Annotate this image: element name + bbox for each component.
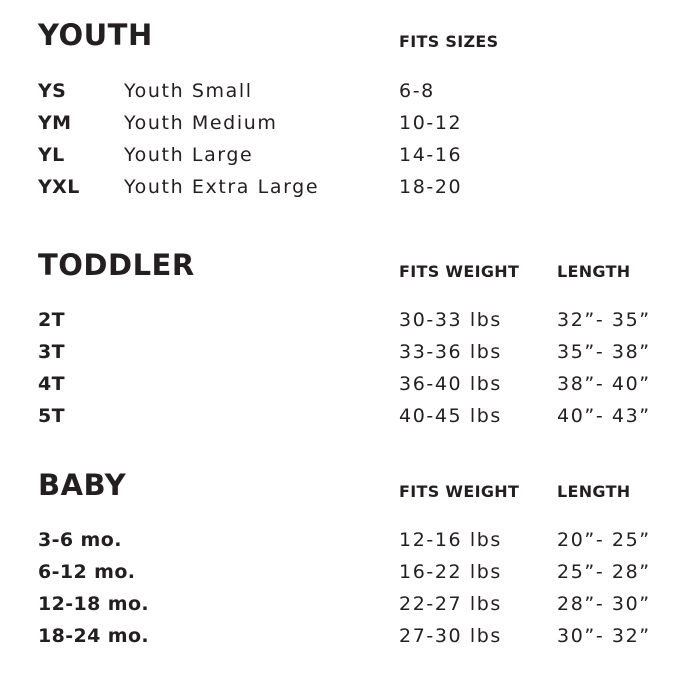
table-row (0, 371, 694, 399)
table-row (0, 110, 694, 138)
size-code: YL (38, 144, 65, 166)
table-row (0, 403, 694, 431)
size-code: 12-18 mo. (38, 593, 150, 615)
table-row (0, 559, 694, 587)
size-code: 18-24 mo. (38, 625, 150, 647)
size-code: 3T (38, 341, 65, 363)
size-code: 4T (38, 373, 65, 395)
section-title: BABY (38, 468, 127, 502)
table-row (0, 142, 694, 170)
table-row (0, 174, 694, 202)
fits-value: 30-33 lbs (399, 309, 502, 331)
length-value: 40”- 43” (557, 405, 651, 427)
size-code: 6-12 mo. (38, 561, 136, 583)
fits-value: 33-36 lbs (399, 341, 502, 363)
size-code: YS (38, 80, 67, 102)
length-value: 35”- 38” (557, 341, 651, 363)
fits-value: 22-27 lbs (399, 593, 502, 615)
size-name: Youth Extra Large (124, 176, 320, 198)
fits-value: 18-20 (399, 176, 463, 198)
fits-value: 6-8 (399, 80, 435, 102)
length-value: 20”- 25” (557, 529, 651, 551)
section-title: YOUTH (38, 18, 153, 52)
table-row (0, 527, 694, 555)
fits-value: 16-22 lbs (399, 561, 502, 583)
table-row (0, 591, 694, 619)
fits-weight-header: FITS WEIGHT (399, 262, 520, 281)
length-header: LENGTH (557, 482, 631, 501)
fits-value: 36-40 lbs (399, 373, 502, 395)
size-name: Youth Medium (124, 112, 278, 134)
fits-value: 12-16 lbs (399, 529, 502, 551)
table-row (0, 623, 694, 651)
size-code: YXL (38, 176, 80, 198)
size-code: 2T (38, 309, 65, 331)
fits-value: 14-16 (399, 144, 463, 166)
table-row (0, 339, 694, 367)
table-row (0, 78, 694, 106)
fits-value: 27-30 lbs (399, 625, 502, 647)
fits-value: 10-12 (399, 112, 463, 134)
length-value: 30”- 32” (557, 625, 651, 647)
fits-value: 40-45 lbs (399, 405, 502, 427)
fits-sizes-header: FITS SIZES (399, 32, 499, 51)
size-code: 3-6 mo. (38, 529, 122, 551)
length-value: 28”- 30” (557, 593, 651, 615)
size-code: 5T (38, 405, 65, 427)
size-name: Youth Small (124, 80, 253, 102)
length-value: 32”- 35” (557, 309, 651, 331)
length-header: LENGTH (557, 262, 631, 281)
size-name: Youth Large (124, 144, 254, 166)
length-value: 38”- 40” (557, 373, 651, 395)
fits-weight-header: FITS WEIGHT (399, 482, 520, 501)
section-title: TODDLER (38, 248, 195, 282)
table-row (0, 307, 694, 335)
size-code: YM (38, 112, 72, 134)
length-value: 25”- 28” (557, 561, 651, 583)
